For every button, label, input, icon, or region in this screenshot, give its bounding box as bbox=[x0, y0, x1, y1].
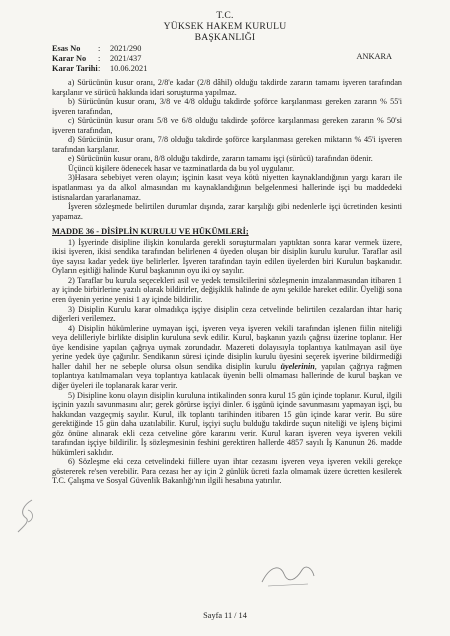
document-body bbox=[52, 78, 402, 486]
page-number: Sayfa 11 / 14 bbox=[203, 611, 247, 620]
paragraph: e) Sürücünün kusur oranı, 8/8 olduğu takdirde, zararın tamamı işçi (sürücü) tarafından ödenir. bbox=[68, 154, 373, 164]
paragraph: İşveren sözleşmede belirtilen durumlar dışında, zarar karşılığı gibi nedenlerle işçi ücretinden kesinti yapamaz. bbox=[52, 202, 402, 221]
paragraph: 1) İşyerinde disipline ilişkin konularda gerekli soruşturmaları yaptıktan sonra karar vermek üzere, ikisi işveren, ikisi sendika tarafından belirlenen 4 üyeden oluşan bir disiplin kurulu kurulur. Taraflar asil üye sayısı kadar yedek üye belirlerler. İşveren tarafından tayin edilen üyelerden biri Kurulun başkanıdır. Oyların eşitliği halinde Kurul başkanının oyu iki oy sayılır. bbox=[52, 237, 402, 276]
esas-label: Esas No bbox=[52, 44, 81, 53]
emphasized-text: üyelerinin bbox=[280, 361, 315, 371]
signature-mark bbox=[258, 560, 318, 590]
paragraph: c) Sürücünün kusur oranı 5/8 ve 6/8 olduğu takdirde şoförce karşılanması gereken zararın % 50'si işveren tarafından, bbox=[52, 116, 402, 135]
paragraph: 6) Sözleşme eki ceza cetvelindeki fiillere uyan ihtar cezasını işveren veya işveren vekili gerekçe göstererek re'sen verebilir. Para cezası her ay için 2 günlük ücreti fazla olmamak üzere ücretten kesilerek T.C. Çalışma ve Sosyal Güvenlik Bakanlığı'nın ilgili hesabına yatırılır. bbox=[52, 457, 402, 486]
tarih-value: 10.06.2021 bbox=[110, 64, 148, 73]
city-label: ANKARA bbox=[356, 52, 392, 61]
paragraph: 3) Disiplin Kurulu karar olmadıkça işçiye disiplin ceza cetvelinde belirtilen cezalardan ihtar hariç diğerleri verilemez. bbox=[52, 304, 402, 324]
paragraph: 3)Hasara sebebiyet veren olayın; işçinin kasıt veya kötü niyetten kaynaklandığının yargı kararı ile ispatlanması ya da alkol almasından mı kaynaklandığının belgelenmesi hallerinde işçi bu maddedeki istisnalardan yararlanamaz. bbox=[52, 173, 402, 202]
paragraph-text: , yapılan çağrıya rağmen toplantıya katılmamaları veya toplantıya katılacak üyenin belli olmaması hallerinde de kurul başkan ve diğer üyeleri ile toplanarak karar verir. bbox=[52, 361, 402, 390]
document-header bbox=[0, 10, 450, 43]
header-department: BAŞKANLIĞI bbox=[194, 32, 256, 43]
paragraph: 5) Disipline konu olayın disiplin kuruluna intikalinden sonra kurul 15 gün içinde toplanır. Kurul, ilgili işçinin yazılı savunmasını alır; gerek görürse işçiyi dinler. 6 işgünü içinde savunmasını yapmayan işçi, bu hakkından vazgeçmiş sayılır. Kurul, ilk toplantı tarihinden itibaren 15 gün içinde karar verir. Bu süre gerektiğinde 15 gün daha uzatılabilir. Kurul, işçiyi suçlu bulduğu takdirde suçun niteliği ve işlenş biçimi göz önüne alınarak ekli ceza cetveline göre kararını verir. Kurul kararı işveren veya işveren vekili tarafından işçiye bildirilir. İş sözleşmesinin feshini gerektiren hallerde 4857 sayılı İş Kanunun 26. madde hükümleri saklıdır. bbox=[52, 390, 402, 457]
esas-row bbox=[52, 44, 147, 54]
paragraph: 2) Taraflar bu kurula seçecekleri asil ve yedek temsilcilerini sözleşmenin imzalanmasından itibaren 1 ay içinde birbirlerine yazılı olarak bildirirler, değişiklik halinde de aynı şekilde hareket edilir. Üyeliği sona eren üyenin yerine yenisi 1 ay içinde bildirilir. bbox=[52, 275, 402, 305]
colon: : bbox=[98, 64, 101, 73]
paragraph-text: 4) Disiplin hükümlerine uymayan işçi, işveren veya işveren vekili tarafından işlenen fiilin niteliği veya delilleriyle birlikte disiplin kuruluna sevk edilir. Kurul, başkanın yazılı çağrısı üzerine toplanır. Her üye kendisine yapılan çağrıya uymak zorundadır. Mazereti dolayısıyla toplantıya katılmayan asil üye yerine yedek üye çağırılır. Sendikanın süresi içinde disiplin kurulu üyesini seçerek işverine bildirmediği haller dahil her ne sebeple olursa olsun sendika disiplin kurulu bbox=[52, 323, 402, 371]
header-institution: YÜKSEK HAKEM KURULU bbox=[163, 21, 287, 32]
paragraph bbox=[52, 324, 402, 391]
colon: : bbox=[98, 54, 101, 63]
paragraph: b) Sürücünün kusur oranı, 3/8 ve 4/8 olduğu takdirde şoförce karşılanması gereken zararın % 55'i işveren tarafından, bbox=[52, 97, 402, 116]
paragraph: d) Sürücünün kusur oranı, 7/8 olduğu takdirde şoförce karşılanması gereken miktarın % 45'i işveren tarafından karşılanır. bbox=[52, 135, 402, 154]
esas-value: 2021/290 bbox=[110, 44, 142, 53]
case-metadata bbox=[52, 44, 147, 74]
karar-row bbox=[52, 54, 147, 64]
paragraph: a) Sürücünün kusur oranı, 2/8'e kadar (2/8 dâhil) olduğu takdirde zararın tamamı işveren tarafından karşılanır ve sürücü hakkında idari soruşturma yapılmaz. bbox=[52, 78, 402, 97]
colon: : bbox=[98, 44, 101, 53]
karar-value: 2021/437 bbox=[110, 54, 142, 63]
karar-label: Karar No bbox=[52, 54, 87, 63]
margin-annotation bbox=[14, 496, 40, 536]
section-heading: MADDE 36 - DİSİPLİN KURULU VE HÜKÜMLERİ; bbox=[52, 227, 249, 237]
tarih-label: Karar Tarihi bbox=[52, 64, 98, 73]
tarih-row bbox=[52, 64, 147, 74]
header-country: T.C. bbox=[216, 10, 234, 21]
paragraph: Üçüncü kişilere ödenecek hasar ve tazminatlarda da bu yol uygulanır. bbox=[68, 163, 295, 173]
